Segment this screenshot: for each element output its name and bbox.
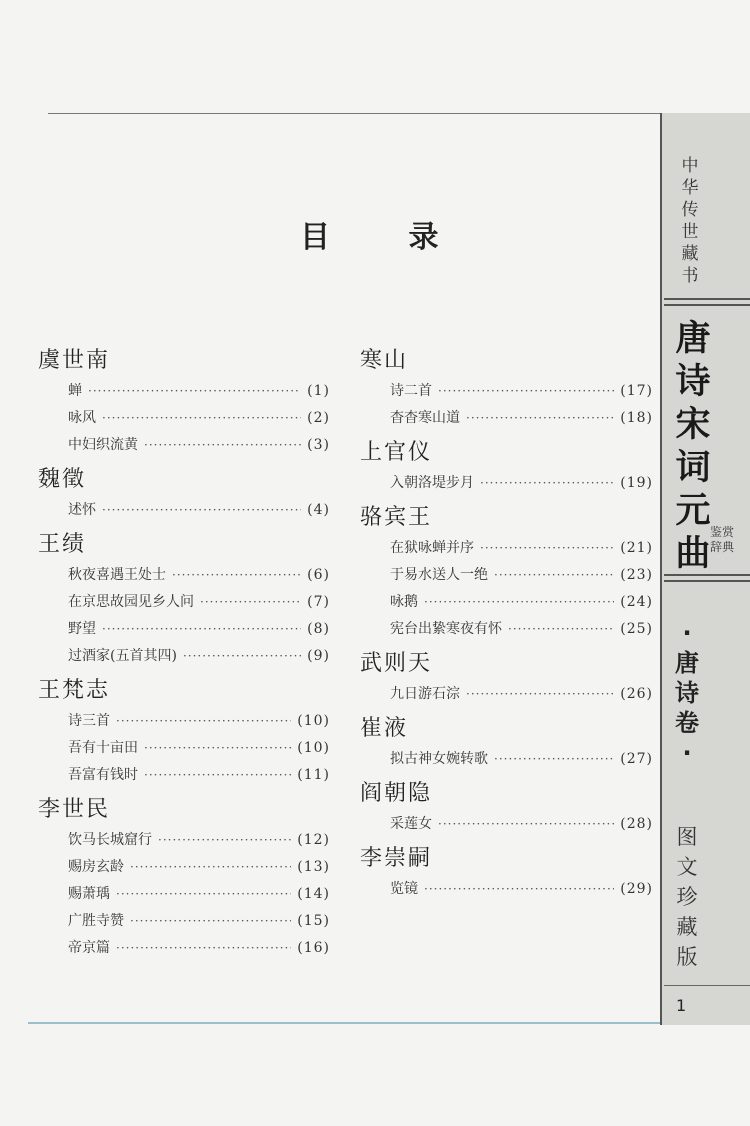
toc-leader-dots: [424, 876, 614, 903]
toc-leader-dots: [438, 378, 614, 405]
toc-right-column: [360, 340, 653, 903]
toc-leader-dots: [144, 432, 301, 459]
toc-entry[interactable]: [390, 876, 653, 903]
toc-entry[interactable]: [68, 854, 330, 881]
toc-entry-page: (16): [297, 940, 330, 956]
toc-entry-title: 咏鹅: [390, 594, 418, 610]
toc-entry[interactable]: [390, 470, 653, 497]
toc-entry-page: (19): [620, 475, 653, 491]
toc-entry-page: (13): [297, 859, 330, 875]
toc-entry-title: 在狱咏蝉并序: [390, 540, 474, 556]
toc-entry[interactable]: [390, 562, 653, 589]
toc-author: 李世民: [38, 797, 111, 822]
toc-leader-dots: [200, 589, 301, 616]
toc-entry[interactable]: [68, 589, 330, 616]
toc-leader-dots: [144, 762, 291, 789]
toc-entry-title: 蝉: [68, 383, 82, 399]
toc-entry-title: 诗二首: [390, 383, 432, 399]
toc-leader-dots: [102, 497, 301, 524]
toc-author: 李崇嗣: [360, 846, 433, 871]
toc-entry-title: 九日游石淙: [390, 686, 460, 702]
toc-entry[interactable]: [68, 405, 330, 432]
toc-entry-title: 采莲女: [390, 816, 432, 832]
toc-entry-title: 述怀: [68, 502, 96, 518]
toc-entry-page: (24): [620, 594, 653, 610]
toc-leader-dots: [130, 908, 291, 935]
toc-entry-title: 览镜: [390, 881, 418, 897]
toc-entry[interactable]: [390, 589, 653, 616]
toc-entry-title: 诗三首: [68, 713, 110, 729]
toc-entry[interactable]: [68, 497, 330, 524]
toc-leader-dots: [424, 589, 614, 616]
toc-author: 虞世南: [38, 348, 111, 373]
toc-author: 武则天: [360, 651, 433, 676]
toc-entry[interactable]: [68, 881, 330, 908]
toc-entry-title: 赐房玄龄: [68, 859, 124, 875]
toc-author: 寒山: [360, 348, 409, 373]
toc-entry-title: 秋夜喜遇王处士: [68, 567, 166, 583]
toc-entry-page: (11): [297, 767, 330, 783]
spine-series: 中 华 传 世 藏 书: [681, 156, 699, 286]
toc-leader-dots: [102, 616, 301, 643]
toc-entry-title: 拟古神女婉转歌: [390, 751, 488, 767]
toc-leader-dots: [172, 562, 301, 589]
toc-entry-page: (8): [307, 621, 330, 637]
toc-leader-dots: [144, 735, 291, 762]
toc-entry-page: (4): [307, 502, 330, 518]
toc-leader-dots: [130, 854, 291, 881]
toc-entry-title: 饮马长城窟行: [68, 832, 152, 848]
toc-entry-page: (12): [297, 832, 330, 848]
toc-entry[interactable]: [68, 378, 330, 405]
toc-entry-title: 咏风: [68, 410, 96, 426]
toc-leader-dots: [480, 535, 614, 562]
toc-entry-title: 在京思故园见乡人问: [68, 594, 194, 610]
toc-entry-title: 野望: [68, 621, 96, 637]
spine-subtitle: [702, 525, 742, 555]
toc-entry-title: 吾富有钱时: [68, 767, 138, 783]
toc-author: 王绩: [38, 532, 87, 557]
toc-leader-dots: [158, 827, 291, 854]
toc-entry[interactable]: [68, 708, 330, 735]
spine-edition: 图 文 珍 藏 版: [676, 825, 698, 969]
toc-entry-page: (3): [307, 437, 330, 453]
toc-entry-page: (26): [620, 686, 653, 702]
toc-leader-dots: [494, 562, 614, 589]
toc-leader-dots: [508, 616, 614, 643]
toc-entry[interactable]: [68, 616, 330, 643]
toc-entry-page: (18): [620, 410, 653, 426]
toc-entry-title: 于易水送人一绝: [390, 567, 488, 583]
toc-entry-page: (2): [307, 410, 330, 426]
toc-entry[interactable]: [68, 827, 330, 854]
toc-entry[interactable]: [390, 616, 653, 643]
toc-entry[interactable]: [68, 908, 330, 935]
toc-leader-dots: [102, 405, 301, 432]
toc-leader-dots: [466, 405, 614, 432]
toc-entry-title: 入朝洛堤步月: [390, 475, 474, 491]
toc-entry-page: (25): [620, 621, 653, 637]
toc-author: 王梵志: [38, 678, 111, 703]
page-title: 目 录: [300, 220, 473, 255]
toc-entry-title: 杳杳寒山道: [390, 410, 460, 426]
toc-entry-page: (17): [620, 383, 653, 399]
toc-leader-dots: [88, 378, 301, 405]
toc-entry-page: (6): [307, 567, 330, 583]
toc-entry-page: (28): [620, 816, 653, 832]
toc-entry-page: (7): [307, 594, 330, 610]
toc-entry-title: 宪台出絷寒夜有怀: [390, 621, 502, 637]
toc-leader-dots: [438, 811, 614, 838]
spine-divider: [664, 574, 750, 582]
toc-entry[interactable]: [390, 811, 653, 838]
toc-entry-page: (21): [620, 540, 653, 556]
toc-leader-dots: [116, 881, 291, 908]
toc-leader-dots: [480, 470, 614, 497]
toc-entry-title: 赐萧瑀: [68, 886, 110, 902]
spine-divider: [664, 298, 750, 306]
bottom-rule: [28, 1022, 668, 1024]
toc-author: 崔液: [360, 716, 409, 741]
page-number: 1: [676, 996, 687, 1015]
toc-entry-page: (10): [297, 713, 330, 729]
toc-entry-page: (1): [307, 383, 330, 399]
toc-entry-page: (27): [620, 751, 653, 767]
top-rule: [48, 113, 668, 114]
toc-leader-dots: [183, 643, 301, 670]
toc-author: 上官仪: [360, 440, 433, 465]
toc-entry-page: (9): [307, 648, 330, 664]
toc-entry-title: 吾有十亩田: [68, 740, 138, 756]
toc-entry[interactable]: [390, 405, 653, 432]
toc-author: 骆宾王: [360, 505, 433, 530]
toc-entry-title: 广胜寺赞: [68, 913, 124, 929]
toc-left-column: [38, 340, 330, 962]
toc-entry[interactable]: [390, 746, 653, 773]
toc-entry-title: 帝京篇: [68, 940, 110, 956]
toc-entry[interactable]: [68, 432, 330, 459]
spine-book-title: 唐 诗 宋 词 元 曲: [675, 319, 711, 574]
toc-entry-title: 过酒家(五首其四): [68, 648, 177, 664]
spine-subtitle-top: 鉴赏: [709, 525, 734, 539]
toc-author: 阎朝隐: [360, 781, 433, 806]
toc-entry[interactable]: [68, 643, 330, 670]
toc-leader-dots: [466, 681, 614, 708]
toc-entry-page: (10): [297, 740, 330, 756]
toc-entry[interactable]: [390, 535, 653, 562]
toc-entry[interactable]: [68, 762, 330, 789]
toc-leader-dots: [116, 708, 291, 735]
toc-entry-page: (15): [297, 913, 330, 929]
toc-entry[interactable]: [68, 935, 330, 962]
toc-entry[interactable]: [390, 378, 653, 405]
toc-leader-dots: [116, 935, 291, 962]
spine-divider: [664, 985, 750, 986]
toc-entry-page: (23): [620, 567, 653, 583]
spine-volume: · 唐 诗 卷 ·: [675, 619, 699, 767]
toc-leader-dots: [494, 746, 614, 773]
toc-entry-page: (29): [620, 881, 653, 897]
toc-entry[interactable]: [390, 681, 653, 708]
toc-author: 魏徵: [38, 467, 87, 492]
toc-entry-page: (14): [297, 886, 330, 902]
toc-entry[interactable]: [68, 735, 330, 762]
toc-entry-title: 中妇织流黄: [68, 437, 138, 453]
spine-subtitle-bottom: 辞典: [709, 540, 734, 554]
toc-entry[interactable]: [68, 562, 330, 589]
